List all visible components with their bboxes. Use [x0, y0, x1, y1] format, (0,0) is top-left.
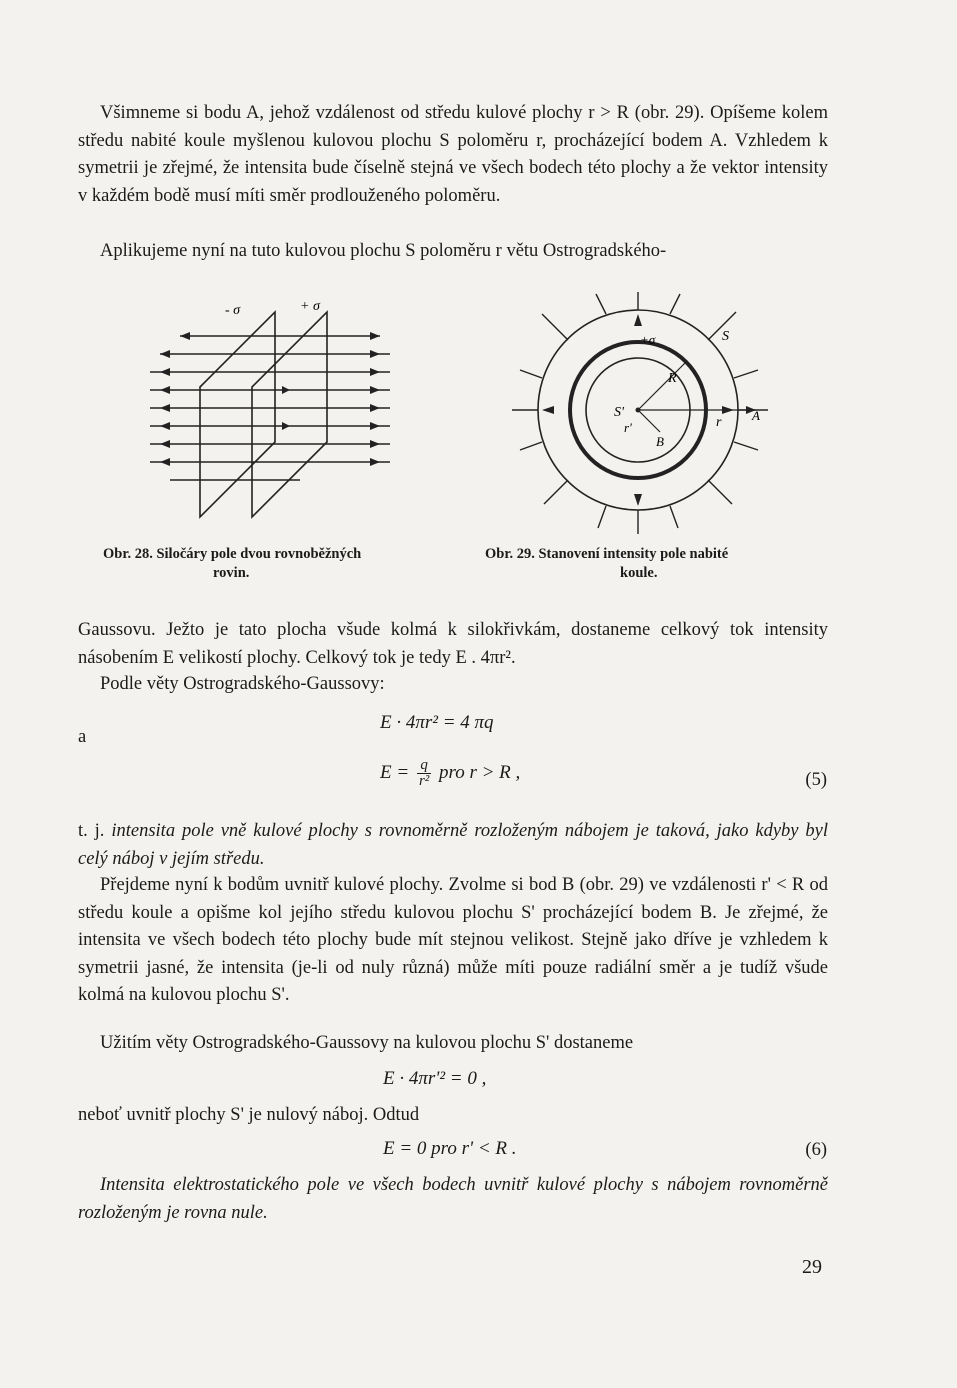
label-r: r	[716, 415, 722, 430]
page-number: 29	[802, 1256, 822, 1278]
paragraph-ostrogradsky: Aplikujeme nyní na tuto kulovou plochu S poloměru r větu Ostrogradského-	[100, 241, 667, 261]
paragraph-conclusion-inside: Intensita elektrostatického pole ve všech bodech uvnitř kulové plochy s nábojem rovnoměrně rozloženým je rovna nule.	[78, 1175, 828, 1223]
eq5-denominator: r²	[418, 773, 430, 789]
eq5-condition: pro r > R ,	[439, 761, 521, 783]
label-A: A	[752, 408, 760, 423]
paragraph-conclusion-outside	[78, 818, 828, 873]
eq5-lhs: E =	[380, 761, 410, 783]
equation-6: E = 0 pro r' < R .	[383, 1138, 517, 1159]
label-S-prime: S'	[614, 405, 624, 420]
equation-6-number: (6)	[805, 1140, 827, 1160]
label-plus-sigma: + σ	[300, 299, 320, 314]
equation-5-number: (5)	[805, 770, 827, 790]
paragraph-apply-gauss: Užitím věty Ostrogradského-Gaussovy na kulovou plochu S' dostaneme	[100, 1033, 634, 1053]
label-minus-sigma: - σ	[225, 303, 241, 318]
label-r-prime: r'	[624, 420, 632, 435]
caption-29-line2: koule.	[620, 565, 658, 581]
label-S: S	[722, 329, 729, 344]
caption-29-line1: Obr. 29. Stanovení intensity pole nabité	[485, 546, 729, 562]
conjunction-a: a	[78, 727, 87, 747]
conclusion-lead: t. j.	[78, 821, 105, 841]
caption-28-line2: rovin.	[213, 565, 250, 581]
eq5-fraction	[417, 758, 431, 789]
paragraph-gauss-flux: Gaussovu. Ježto je tato plocha všude kolmá k silokřivkám, dostaneme celkový tok intensity násobením E velikostí plochy. Celkový tok je tedy E . 4πr².	[78, 620, 828, 668]
equation-inside-flux: E · 4πr'² = 0 ,	[383, 1068, 487, 1089]
figure-28-planes	[140, 292, 400, 532]
paragraph-gauss-law: Podle věty Ostrogradského-Gaussovy:	[100, 674, 385, 694]
label-R: R	[668, 371, 677, 386]
equation-5	[380, 758, 520, 789]
figure-29-caption	[485, 545, 728, 583]
label-sigma: +σ	[640, 332, 656, 347]
paragraph-inside-points: Přejdeme nyní k bodům uvnitř kulové plochy. Zvolme si bod B (obr. 29) ve vzdálenosti r' < R od středu koule a opišme kol jejího středu kulovou plochu S' procházející bodem B. Je zřejmé, že intensita ve všech bodech této plochy bude mít stejnou velikost. Stejně jako dříve je vzhledem k symetrii jasné, že intensita (je-li od nuly různá) může míti pouze radiální směr a je tudíž všude kolmá na kulovou plochu S'.	[78, 875, 828, 1005]
paragraph-intro: Všimneme si bodu A, jehož vzdálenost od středu kulové plochy r > R (obr. 29). Opíšeme kolem středu nabité koule myšlenou kulovou plochu S poloměru r, procházející bodem A. Vzhledem k symetrii je zřejmé, že intensita bude číselně stejná ve všech bodech této plochy a že vektor intensity v každém bodě musí míti směr prodlouženého poloměru.	[78, 103, 828, 206]
caption-28-line1: Obr. 28. Siločáry pole dvou rovnoběžných	[103, 546, 362, 562]
equation-flux: E · 4πr² = 4 πq	[380, 712, 494, 733]
label-B: B	[656, 434, 664, 449]
eq5-numerator: q	[417, 758, 431, 774]
figure-28-caption	[103, 545, 361, 583]
paragraph-zero-charge: neboť uvnitř plochy S' je nulový náboj. Odtud	[78, 1105, 420, 1125]
conclusion-outside-italic: intensita pole vně kulové plochy s rovnoměrně rozloženým nábojem je taková, jako kdyby byl celý náboj v jejím středu.	[78, 821, 829, 869]
figure-29-sphere	[510, 292, 780, 540]
